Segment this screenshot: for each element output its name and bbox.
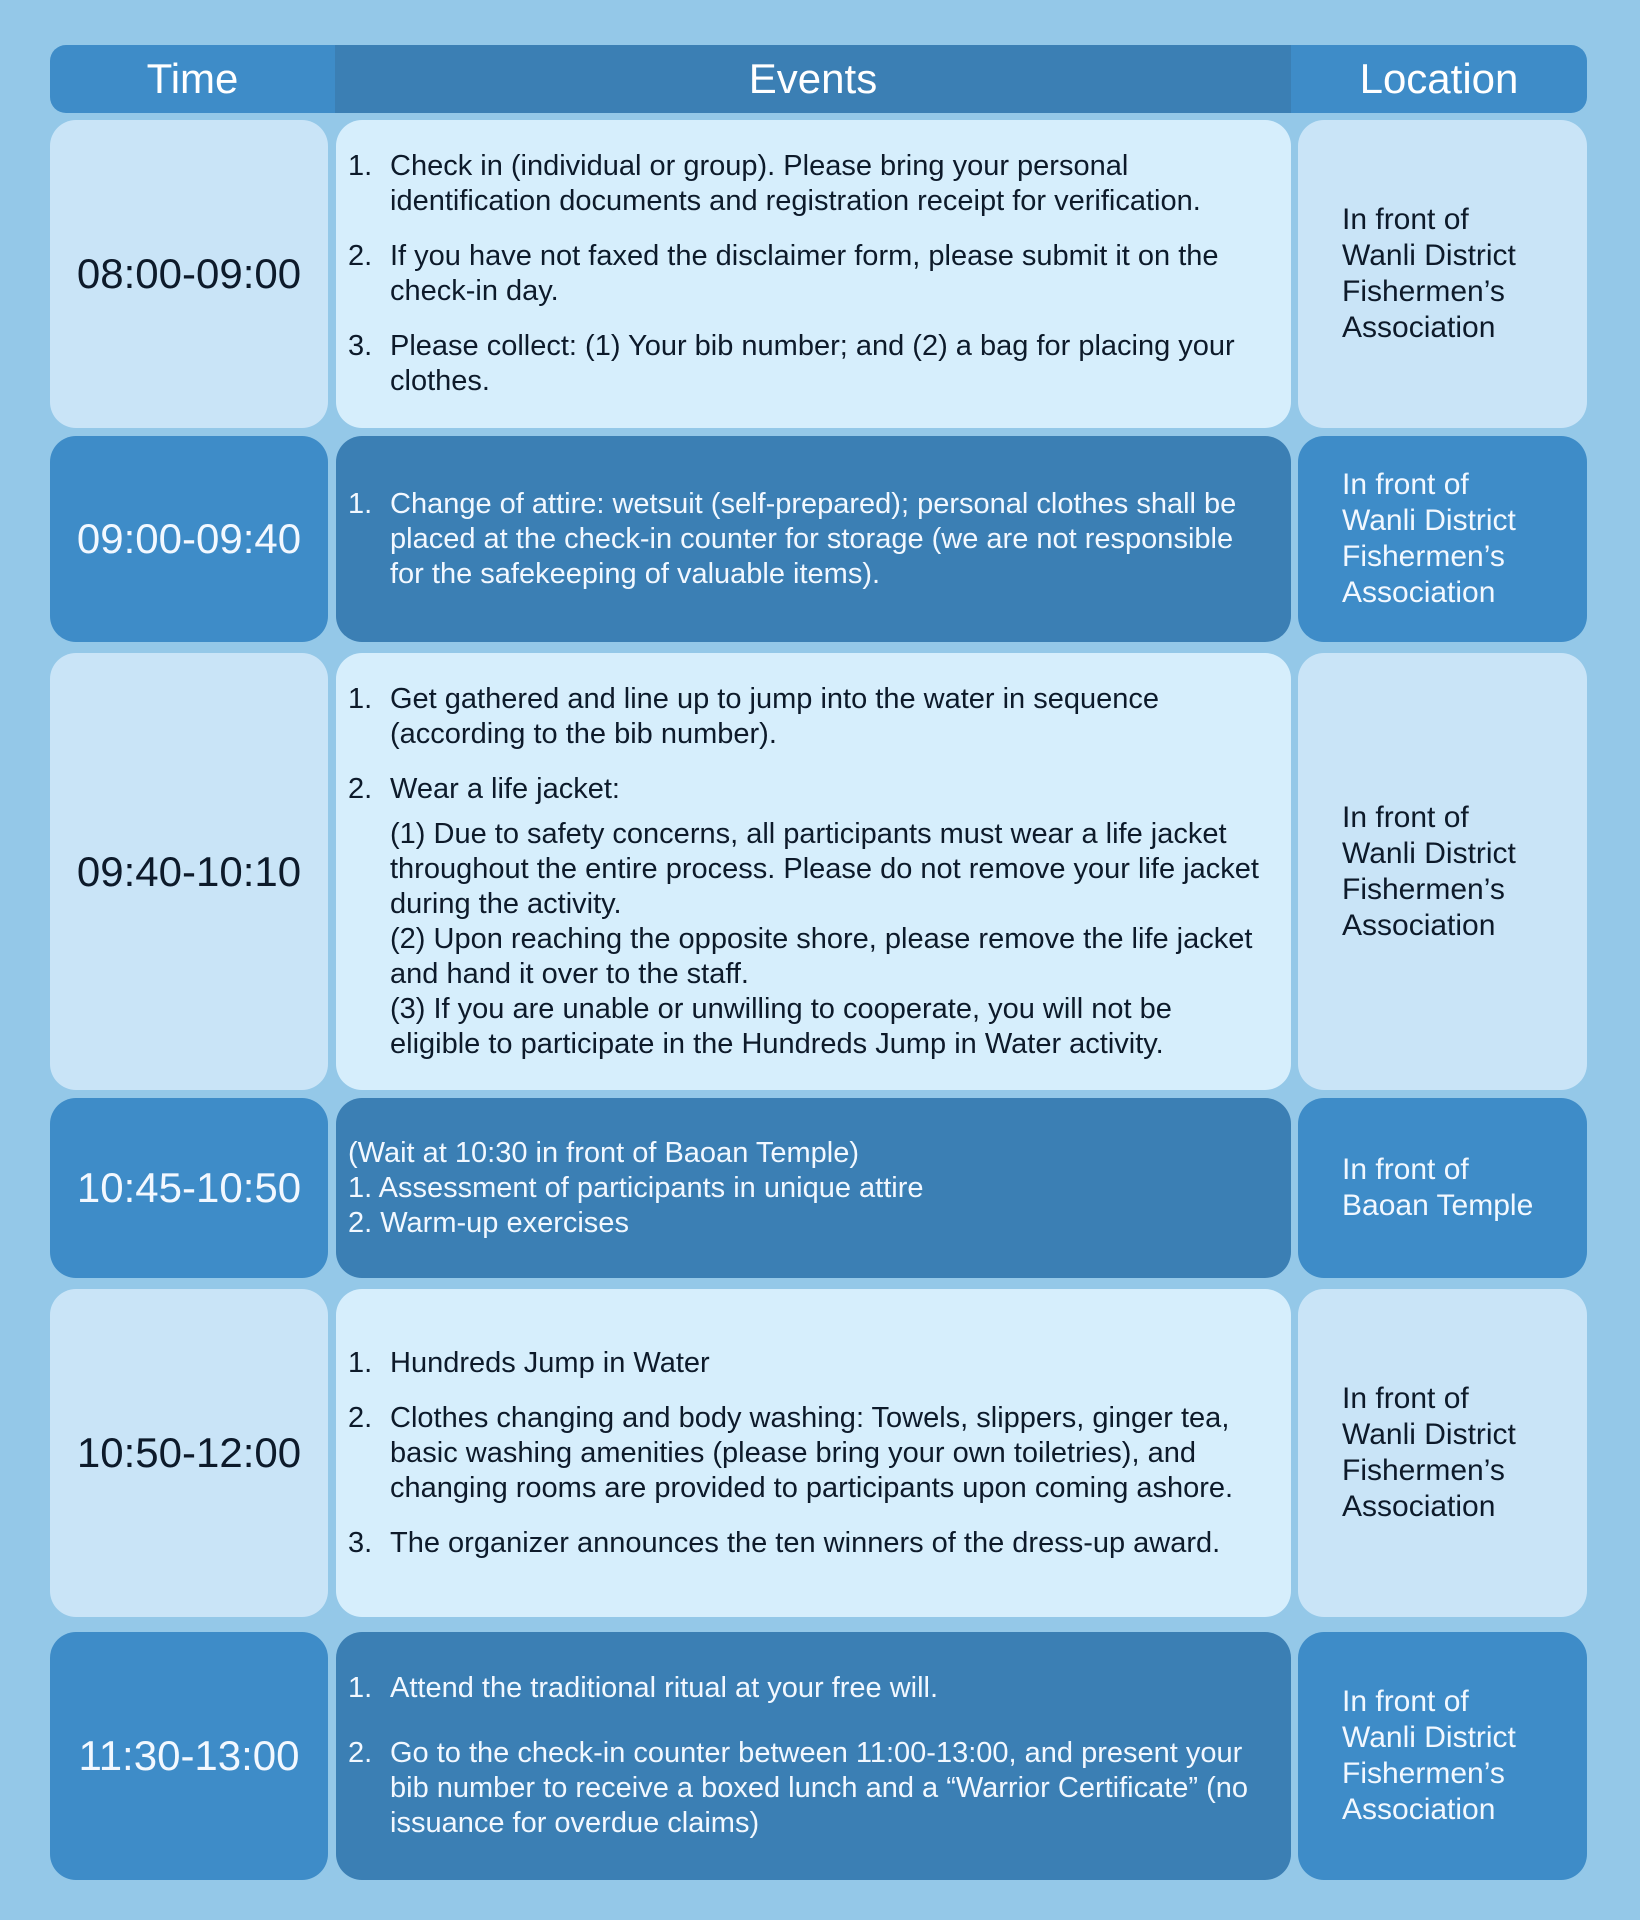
sub-item: (3) If you are unable or unwilling to cooperate, you will not be eligible to participate in the Hundreds Jump in Water activity. xyxy=(390,992,1172,1060)
time-cell: 09:00-09:40 xyxy=(50,436,328,642)
location-cell: In front of Wanli District Fishermen’s Association xyxy=(1298,653,1587,1090)
event-item: 1. Get gathered and line up to jump into the water in sequence (according to the bib number). xyxy=(348,682,1160,750)
header-time: Time xyxy=(50,45,335,113)
events-cell xyxy=(336,1289,1291,1617)
event-item: 3. Please collect: (1) Your bib number; and (2) a bag for placing your clothes. xyxy=(348,330,1235,397)
event-item: 2. Go to the check-in counter between 11:00-13:00, and present your bib number to receive a boxed lunch and a “Warrior Certificate” (no issuance for overdue claims) xyxy=(348,1737,1249,1839)
location-cell: In front of Wanli District Fishermen’s Association xyxy=(1298,436,1587,642)
events-cell xyxy=(336,120,1291,428)
event-item: 1. Change of attire: wetsuit (self-prepared); personal clothes shall be placed at the check-in counter for storage (we are not responsible for the safekeeping of valuable items). xyxy=(348,487,1237,590)
header-events: Events xyxy=(335,45,1291,113)
time-cell: 10:45-10:50 xyxy=(50,1098,328,1278)
event-item: 2. Wear a life jacket: (1) Due to safety concerns, all participants must wear a life jacket throughout the entire process. Please do not remove your life jacket during the activity. (2) Upon reaching the opposite shore, please remove the life jacket and hand it over to the staff. (3) If you are unable or unwilling to cooperate, you will not be eligible to participate in the Hundreds Jump in Water activity. xyxy=(348,772,1267,1062)
sub-item: (1) Due to safety concerns, all participants must wear a life jacket throughout the entire process. Please do not remove your life jacket during the activity. xyxy=(390,817,1259,920)
event-item: 1. Attend the traditional ritual at your free will. xyxy=(348,1672,939,1704)
event-line: (Wait at 10:30 in front of Baoan Temple) xyxy=(348,1136,859,1169)
event-item: 2. If you have not faxed the disclaimer form, please submit it on the check-in day. xyxy=(348,240,1219,307)
location-cell: In front of Wanli District Fishermen’s Association xyxy=(1298,1289,1587,1617)
event-line: 1. Assessment of participants in unique attire xyxy=(348,1171,924,1204)
location-cell: In front of Wanli District Fishermen’s Association xyxy=(1298,1632,1587,1880)
header-location: Location xyxy=(1291,45,1587,113)
events-cell xyxy=(336,1098,1291,1278)
time-cell: 10:50-12:00 xyxy=(50,1289,328,1617)
location-cell: In front of Baoan Temple xyxy=(1298,1098,1587,1278)
time-cell: 08:00-09:00 xyxy=(50,120,328,428)
events-cell xyxy=(336,653,1291,1090)
event-item: 3. The organizer announces the ten winners of the dress-up award. xyxy=(348,1526,1221,1559)
time-cell: 09:40-10:10 xyxy=(50,653,328,1090)
event-item: 1. Hundreds Jump in Water xyxy=(348,1346,710,1379)
location-cell: In front of Wanli District Fishermen’s Association xyxy=(1298,120,1587,428)
event-line: 2. Warm-up exercises xyxy=(348,1206,629,1239)
event-item: 1. Check in (individual or group). Please bring your personal identification documents and registration receipt for verification. xyxy=(348,150,1201,217)
event-item: 2. Clothes changing and body washing: Towels, slippers, ginger tea, basic washing amenities (please bring your own toiletries), and changing rooms are provided to participants upon coming ashore. xyxy=(348,1401,1234,1504)
time-cell: 11:30-13:00 xyxy=(50,1632,328,1880)
sub-item: (2) Upon reaching the opposite shore, please remove the life jacket and hand it over to the staff. xyxy=(390,922,1253,990)
events-cell xyxy=(336,436,1291,642)
events-cell xyxy=(336,1632,1291,1880)
